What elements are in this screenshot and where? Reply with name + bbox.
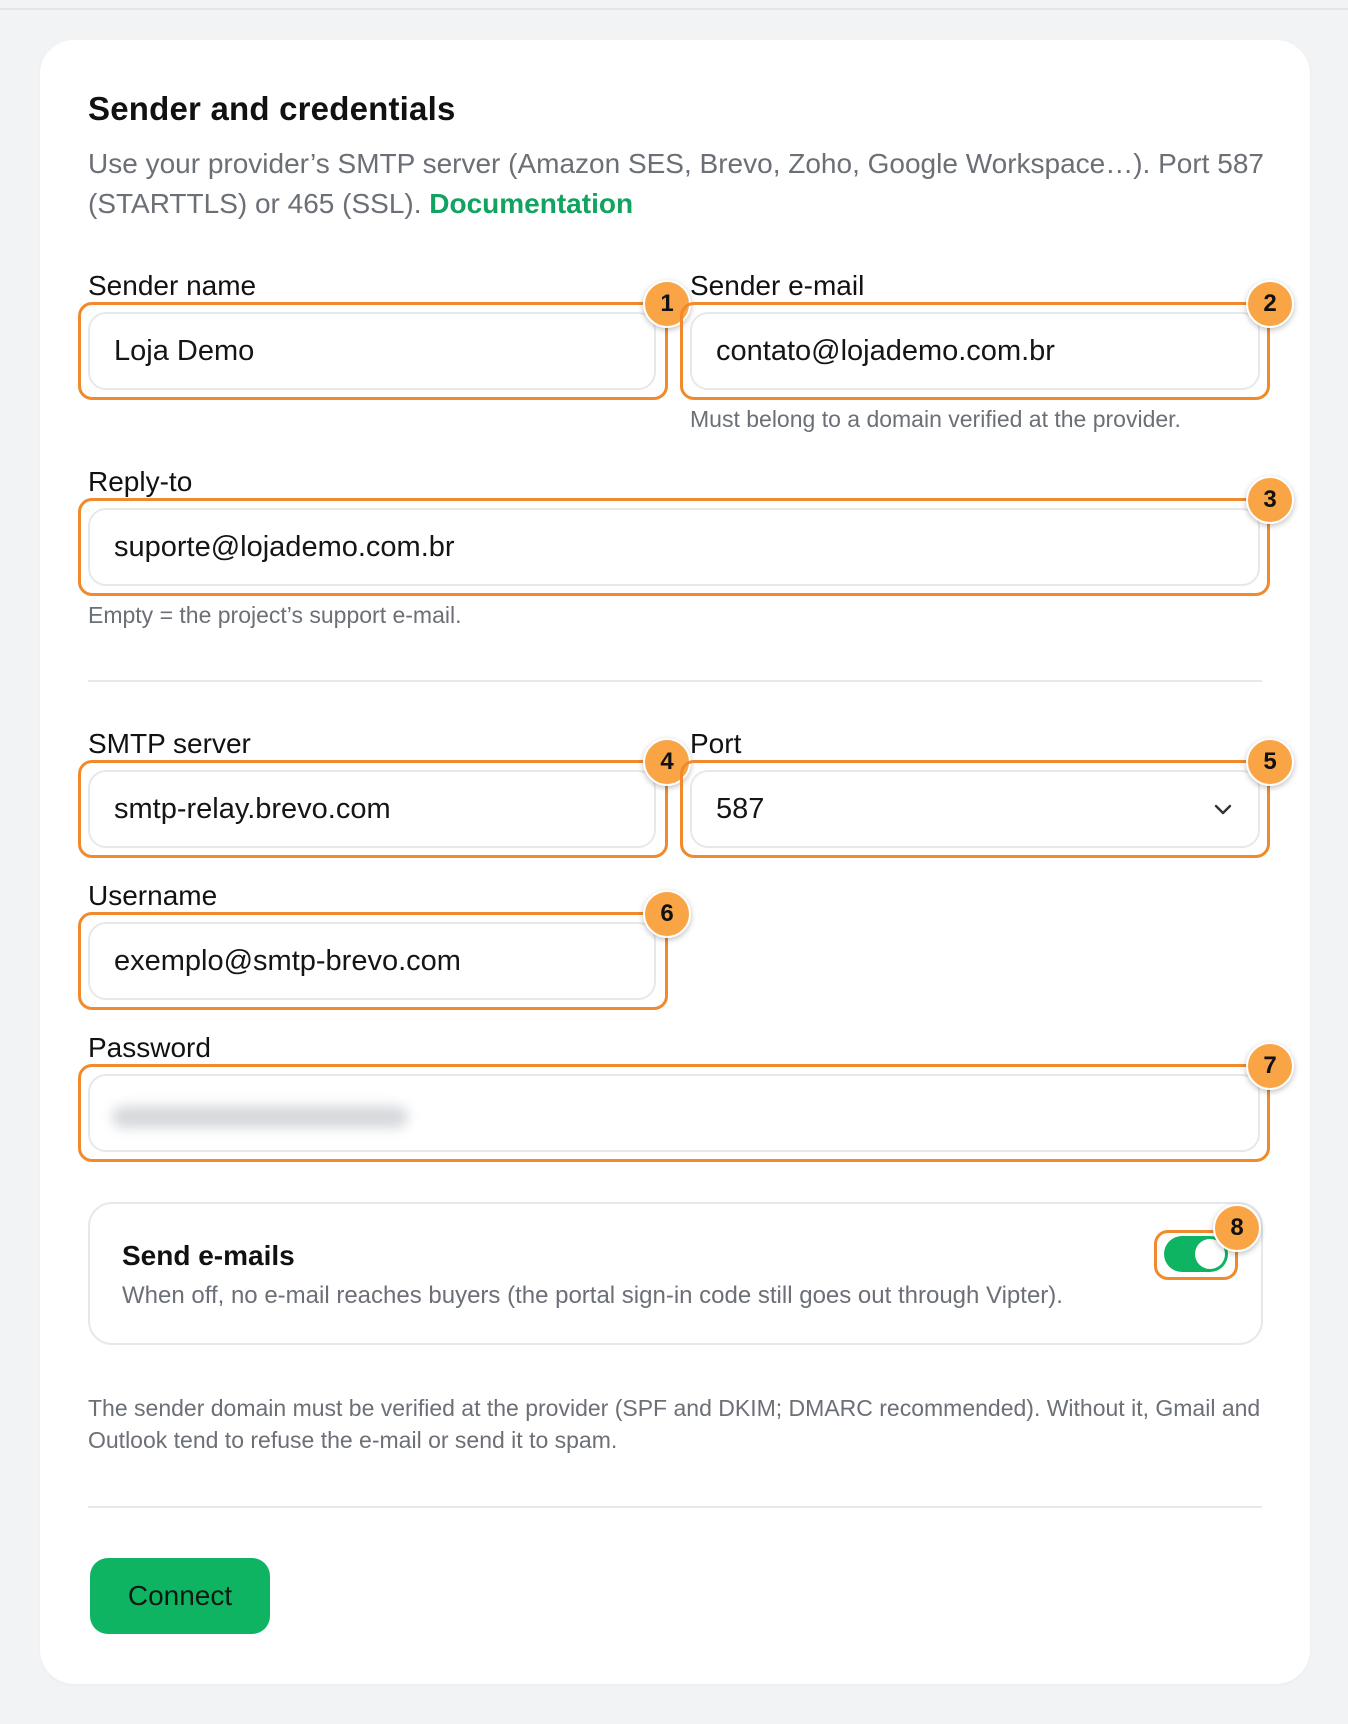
port-selected-value: 587	[716, 792, 765, 825]
smtp-server-label: SMTP server	[88, 728, 251, 759]
send-emails-description: When off, no e-mail reaches buyers (the portal sign-in code still goes out through Vipter).	[122, 1282, 1063, 1309]
annotation-badge-5: 5	[1246, 738, 1294, 786]
username-label: Username	[88, 880, 218, 911]
section-divider	[88, 680, 1262, 682]
password-masked-value	[112, 1106, 408, 1128]
sender-email-label: Sender e-mail	[690, 270, 865, 301]
reply-to-label: Reply-to	[88, 466, 193, 497]
footer-divider	[88, 1506, 1262, 1508]
annotation-badge-1: 1	[643, 280, 691, 328]
annotation-badge-6: 6	[643, 890, 691, 938]
sender-email-hint: Must belong to a domain verified at the provider.	[690, 406, 1181, 432]
smtp-server-input[interactable]: smtp-relay.brevo.com	[88, 770, 656, 848]
top-border	[0, 0, 1348, 10]
password-label: Password	[88, 1032, 211, 1063]
username-input[interactable]: exemplo@smtp-brevo.com	[88, 922, 656, 1000]
send-emails-panel	[88, 1202, 1263, 1345]
connect-button[interactable]: Connect	[90, 1558, 270, 1634]
port-label: Port	[690, 728, 742, 759]
domain-verification-note: The sender domain must be verified at the provider (SPF and DKIM; DMARC recommended). Without it, Gmail and Outlook tend to refuse the e-mail or send it to spam.	[88, 1395, 1261, 1453]
annotation-badge-8: 8	[1213, 1204, 1261, 1252]
annotation-badge-3: 3	[1246, 476, 1294, 524]
sender-name-label: Sender name	[88, 270, 257, 301]
reply-to-hint: Empty = the project’s support e-mail.	[88, 602, 462, 628]
sender-email-input[interactable]: contato@lojademo.com.br	[690, 312, 1260, 390]
send-emails-title: Send e-mails	[122, 1240, 295, 1271]
section-description	[88, 144, 1268, 224]
annotation-badge-4: 4	[643, 738, 691, 786]
annotation-badge-2: 2	[1246, 280, 1294, 328]
chevron-down-icon	[1212, 798, 1234, 820]
reply-to-input[interactable]: suporte@lojademo.com.br	[88, 508, 1260, 586]
section-title: Sender and credentials	[88, 90, 456, 127]
sender-name-input[interactable]: Loja Demo	[88, 312, 656, 390]
annotation-badge-7: 7	[1246, 1042, 1294, 1090]
section-description-text: Use your provider’s SMTP server (Amazon SES, Brevo, Zoho, Google Workspace…). Port 587 (STARTTLS) or 465 (SSL).	[88, 148, 1264, 219]
documentation-link[interactable]: Documentation	[429, 188, 634, 219]
port-select[interactable]	[690, 770, 1260, 848]
